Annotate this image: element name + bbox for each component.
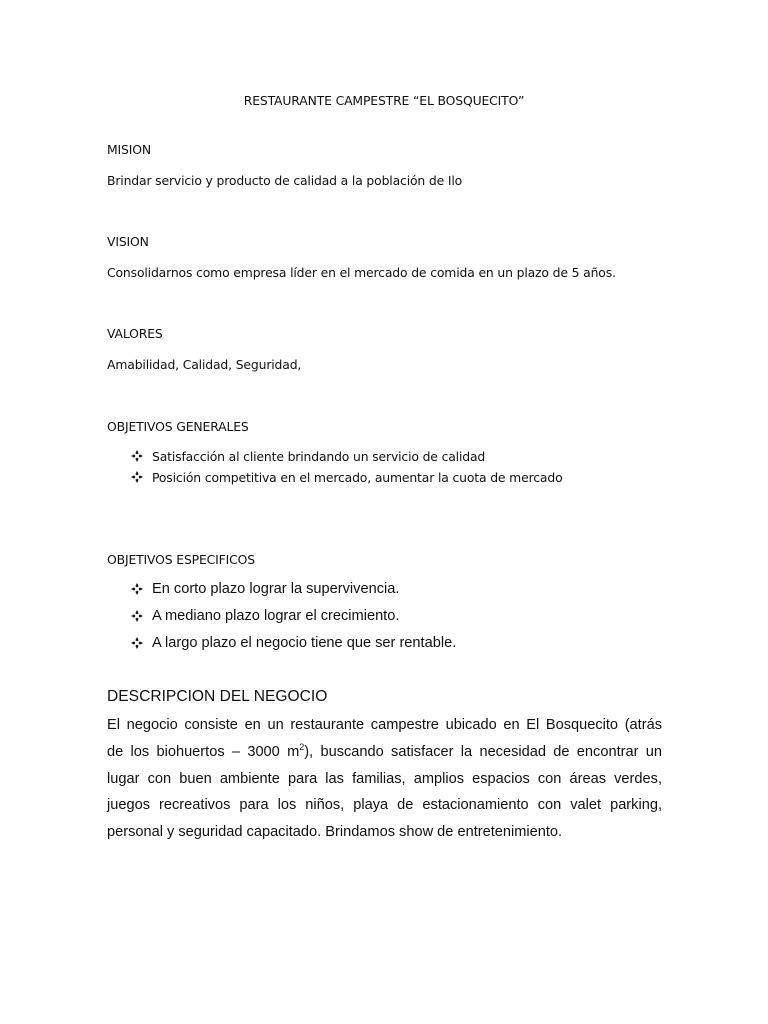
objetivo-especifico-3: A largo plazo el negocio tiene que ser rentable.	[152, 635, 457, 651]
paragraph-line: juegos recreativos para los niños, playa de estacionamiento con valet parking,	[107, 797, 662, 814]
paragraph-line	[107, 739, 662, 766]
descripcion-paragraph	[107, 712, 662, 846]
descripcion-heading: DESCRIPCION DEL NEGOCIO	[107, 688, 328, 705]
diamond-bullet-icon	[131, 450, 143, 462]
objetivo-general-2: Posición competitiva en el mercado, aumentar la cuota de mercado	[152, 470, 563, 485]
diamond-bullet-icon	[131, 637, 143, 649]
objetivo-especifico-2: A mediano plazo lograr el crecimiento.	[152, 608, 400, 624]
paragraph-fragment: ), buscando satisfacer la necesidad de encontrar un	[304, 743, 662, 760]
objetivo-especifico-1: En corto plazo lograr la supervivencia.	[152, 581, 400, 597]
mision-text: Brindar servicio y producto de calidad a la población de Ilo	[107, 173, 463, 188]
paragraph-line: personal y seguridad capacitado. Brindamos show de entretenimiento.	[107, 824, 563, 841]
document-title: RESTAURANTE CAMPESTRE “EL BOSQUECITO”	[243, 93, 525, 108]
paragraph-line: El negocio consiste en un restaurante campestre ubicado en El Bosquecito (atrás	[107, 717, 662, 733]
objetivo-general-1: Satisfacción al cliente brindando un servicio de calidad	[152, 449, 486, 464]
mision-heading: MISION	[107, 142, 151, 157]
paragraph-line: lugar con buen ambiente para las familias, amplios espacios con áreas verdes,	[107, 770, 662, 787]
vision-text: Consolidarnos como empresa líder en el mercado de comida en un plazo de 5 años.	[107, 265, 616, 280]
objetivos-especificos-heading: OBJETIVOS ESPECIFICOS	[107, 552, 255, 567]
diamond-bullet-icon	[131, 583, 143, 595]
diamond-bullet-icon	[131, 610, 143, 622]
valores-text: Amabilidad, Calidad, Seguridad,	[107, 357, 302, 372]
paragraph-fragment: de los biohuertos – 3000 m	[107, 743, 300, 760]
diamond-bullet-icon	[131, 471, 143, 483]
valores-heading: VALORES	[107, 326, 163, 341]
superscript: 2	[299, 741, 305, 752]
vision-heading: VISION	[107, 234, 149, 249]
objetivos-generales-heading: OBJETIVOS GENERALES	[107, 419, 249, 434]
